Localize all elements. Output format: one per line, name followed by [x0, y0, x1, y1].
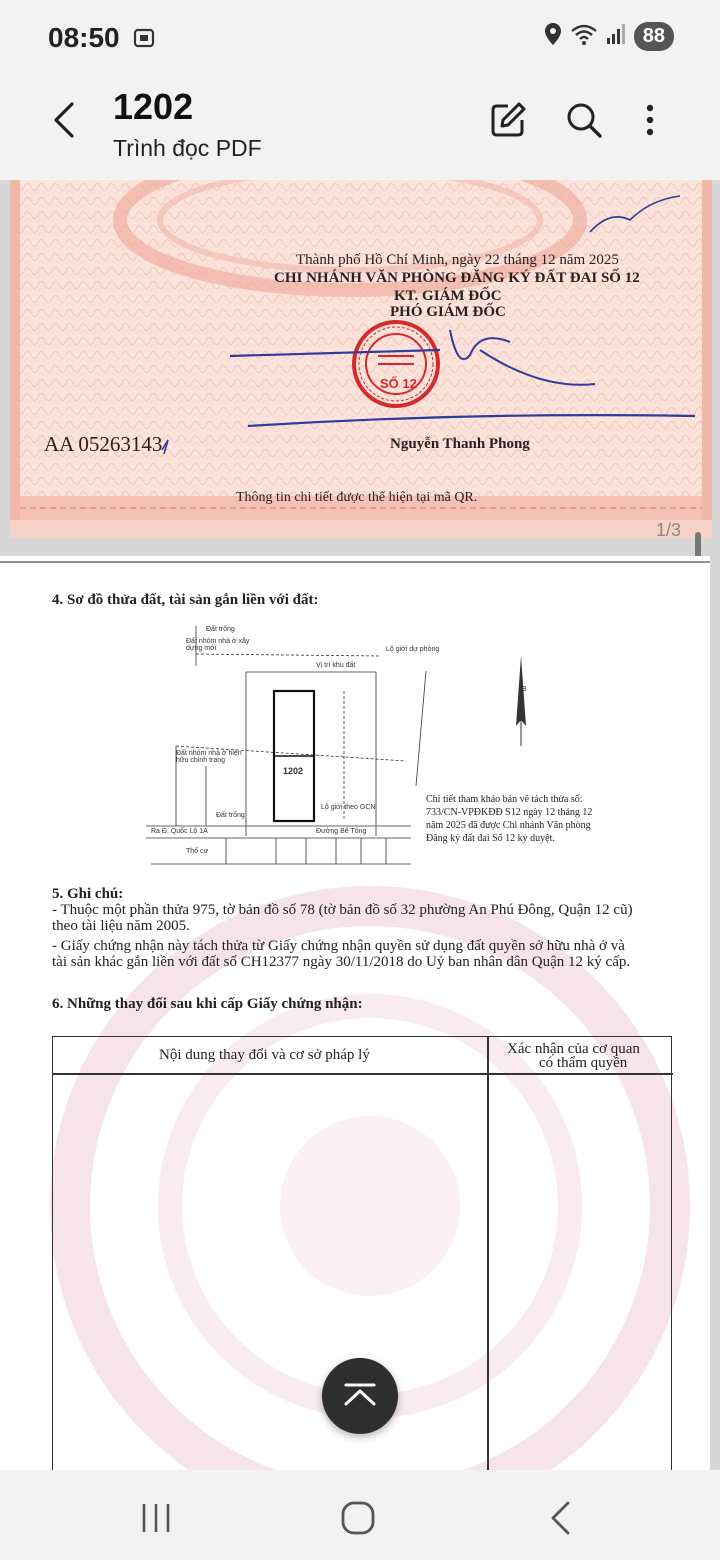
- sketch-top-left-label: Đất nhóm nhà ở xây dựng mới: [186, 638, 250, 652]
- section-5-title: 5. Ghi chú:: [52, 886, 124, 902]
- note-1-line-2: theo tài liệu năm 2005.: [52, 918, 190, 934]
- certificate-position-2: PHÓ GIÁM ĐỐC: [390, 304, 506, 320]
- seal-number: SỐ 12: [380, 376, 417, 391]
- sketch-location-label: Vị trí khu đất: [316, 662, 356, 669]
- note-2-line-1: - Giấy chứng nhận này tách thửa từ Giấy chứng nhận quyền sử dụng đất quyền sở hữu nhà ở và: [52, 938, 625, 954]
- screenshot-icon: [133, 27, 155, 54]
- table-header-content: Nội dung thay đổi và cơ sở pháp lý: [159, 1047, 370, 1063]
- scroll-to-top-button[interactable]: [322, 1358, 398, 1434]
- sketch-empty-land-label: Đất trống: [216, 812, 245, 819]
- more-vert-icon: [630, 100, 670, 140]
- north-label: B: [522, 686, 527, 693]
- search-button[interactable]: [564, 100, 608, 144]
- sketch-road-label: Ra Đ. Quốc Lộ 1A: [151, 828, 208, 835]
- sketch-residential-label: Thổ cư: [186, 848, 209, 855]
- certificate-agency: CHI NHÁNH VĂN PHÒNG ĐĂNG KÝ ĐẤT ĐAI SỐ 12: [274, 270, 640, 286]
- sketch-note-1: Chi tiết tham khảo bản vẽ tách thửa số:: [426, 794, 583, 805]
- certificate-signer: Nguyễn Thanh Phong: [390, 436, 530, 452]
- sketch-note-3: năm 2025 đã được Chi nhánh Văn phòng: [426, 820, 591, 831]
- certificate-serial: AA 05263143: [44, 432, 163, 456]
- sketch-gcn-boundary-label: Lộ giới theo GCN: [321, 804, 376, 811]
- certificate-position-1: KT. GIÁM ĐỐC: [394, 288, 502, 304]
- back-button[interactable]: [44, 98, 88, 142]
- app-bar: [0, 80, 720, 180]
- system-navigation-bar: [0, 1470, 720, 1560]
- home-button[interactable]: [338, 1498, 378, 1538]
- signature: [10, 180, 712, 520]
- battery-badge: 88: [634, 22, 674, 51]
- section-4-title: 4. Sơ đồ thửa đất, tài sản gắn liền với đất:: [52, 592, 319, 608]
- sketch-top-label: Đất trống: [206, 626, 235, 633]
- system-back-button[interactable]: [540, 1498, 580, 1538]
- document-title: 1202: [113, 86, 194, 127]
- north-arrow: [514, 656, 528, 746]
- pdf-page-1: [10, 180, 712, 538]
- location-icon: [544, 22, 562, 51]
- status-bar: [0, 0, 720, 80]
- search-icon: [564, 100, 604, 140]
- system-back-icon: [540, 1498, 580, 1538]
- page-indicator: 1/3: [656, 520, 682, 540]
- document-subtitle: Trình đọc PDF: [113, 135, 262, 161]
- back-arrow-icon: [44, 98, 88, 142]
- table-header-confirm-1: Xác nhận của cơ quan: [507, 1041, 640, 1057]
- sketch-road2-label: Đường Bê Tông: [316, 828, 367, 835]
- more-options-button[interactable]: [630, 100, 674, 144]
- recent-apps-button[interactable]: [136, 1498, 176, 1538]
- wifi-icon: [570, 23, 598, 50]
- sketch-note-2: 733/CN-VPĐKĐĐ S12 ngày 12 tháng 12: [426, 807, 593, 818]
- section-6-title: 6. Những thay đổi sau khi cấp Giấy chứng nhận:: [52, 996, 363, 1012]
- sketch-boundary-label: Lộ giới dự phòng: [386, 646, 440, 653]
- signal-icon: [606, 23, 626, 50]
- edit-button[interactable]: [488, 100, 532, 144]
- pdf-viewer[interactable]: [0, 180, 720, 1470]
- land-plot-sketch: [146, 626, 446, 886]
- table-header-confirm-2: có thẩm quyền: [539, 1055, 628, 1071]
- sketch-note-4: Đăng ký đất đai Số 12 ký duyệt.: [426, 833, 555, 844]
- status-time: 08:50: [48, 22, 120, 53]
- edit-icon: [488, 100, 528, 140]
- pdf-page-2: [0, 556, 710, 1470]
- certificate-date: Thành phố Hồ Chí Minh, ngày 22 tháng 12 năm 2025: [296, 252, 619, 268]
- sketch-left-label: Đất nhóm nhà ở hiện hữu chỉnh trang: [176, 750, 242, 764]
- certificate-qr-note: Thông tin chi tiết được thể hiện tại mã QR.: [236, 490, 478, 505]
- scroll-to-top-icon: [322, 1358, 398, 1434]
- note-2-line-2: tài sản khác gắn liền với đất số CH12377 ngày 30/11/2018 do Uỷ ban nhân dân Quận 12 ký cấp.: [52, 954, 631, 970]
- sketch-lot-number: 1202: [283, 766, 304, 776]
- note-1-line-1: - Thuộc một phần thửa 975, tờ bản đồ số 78 (tờ bản đồ số 32 phường An Phú Đông, Quận 12 cũ): [52, 902, 633, 918]
- home-icon: [338, 1498, 378, 1538]
- recent-apps-icon: [136, 1498, 176, 1538]
